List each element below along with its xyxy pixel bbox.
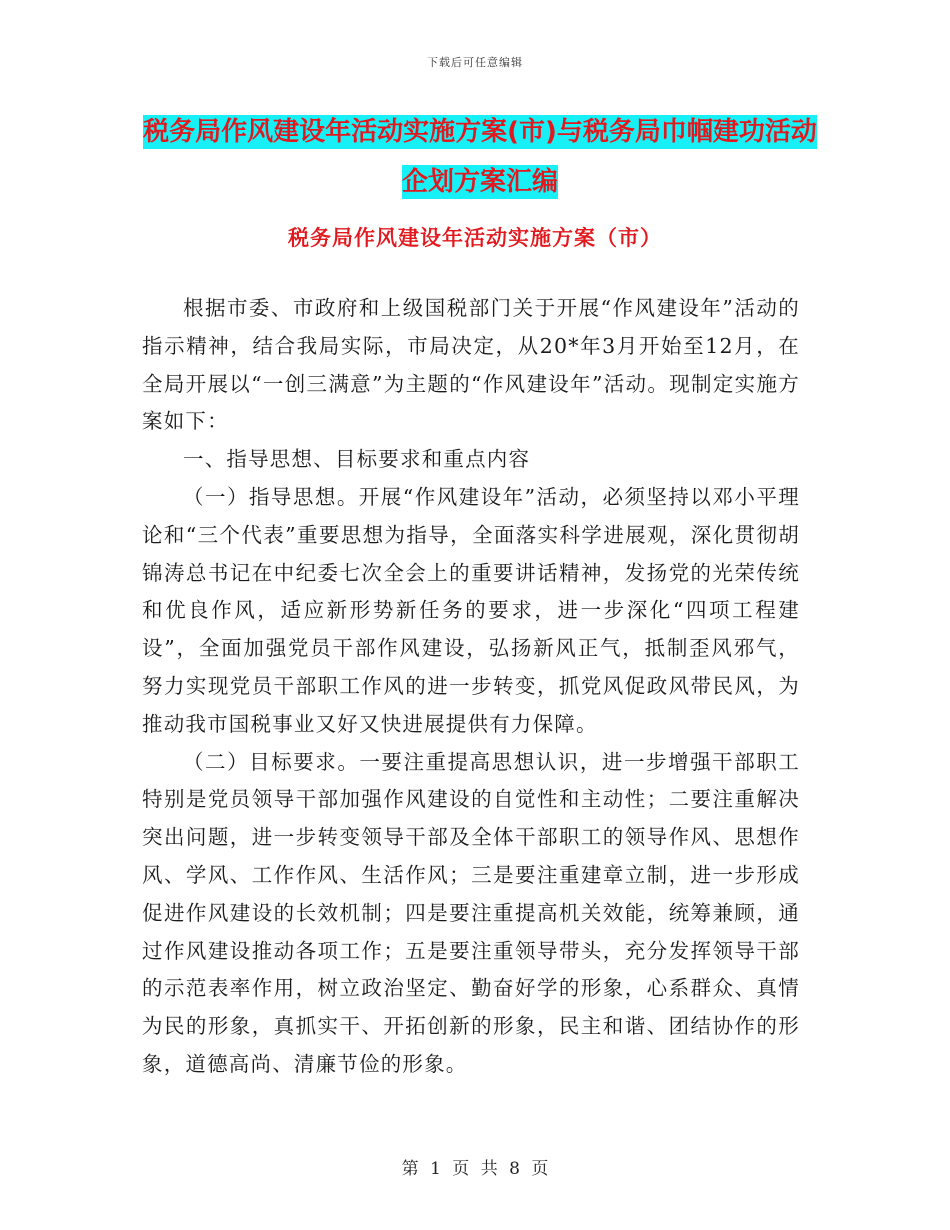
page-number: 第 1 页 共 8 页	[401, 1159, 549, 1179]
document-title	[140, 107, 820, 207]
section-subtitle: 税务局作风建设年活动实施方案（市）	[288, 226, 662, 250]
header-note: 下载后可任意编辑	[427, 56, 523, 69]
document-title-text: 税务局作风建设年活动实施方案(市)与税务局巾帼建功活动企划方案汇编	[143, 117, 817, 197]
section-heading: 一、指导思想、目标要求和重点内容	[183, 447, 531, 472]
goal-requirements-paragraph: （二）目标要求。一要注重提高思想认识，进一步增强干部职工特别是党员领导干部加强作风建设的自觉性和主动性；二要注重解决突出问题，进一步转变领导干部及全体干部职工的领导作风、思想作风、学风、工作作风、生活作风；三是要注重建章立制，进一步形成促进作风建设的长效机制；四是要注重提高机关效能，统筹兼顾，通过作风建设推动各项工作；五是要注重领导带头，充分发挥领导干部的示范表率作用，树立政治坚定、勤奋好学的形象，心系群众、真情为民的形象，真抓实干、开拓创新的形象，民主和谐、团结协作的形象，道德高尚、清廉节俭的形象。	[142, 749, 800, 1076]
intro-paragraph: 根据市委、市政府和上级国税部门关于开展“作风建设年”活动的指示精神，结合我局实际，市局决定，从20*年3月开始至12月，在全局开展以“一创三满意”为主题的“作风建设年”活动。现制定实施方案如下：	[142, 296, 800, 434]
guiding-thought-paragraph: （一）指导思想。开展“作风建设年”活动，必须坚持以邓小平理论和“三个代表”重要思想为指导，全面落实科学进展观，深化贯彻胡锦涛总书记在中纪委七次全会上的重要讲话精神，发扬党的光荣传统和优良作风，适应新形势新任务的要求，进一步深化“四项工程建设”，全面加强党员干部作风建设，弘扬新风正气，抵制歪风邪气，努力实现党员干部职工作风的进一步转变，抓党风促政风带民风，为推动我市国税事业又好又快进展提供有力保障。	[142, 484, 800, 736]
document-body	[142, 290, 800, 1084]
